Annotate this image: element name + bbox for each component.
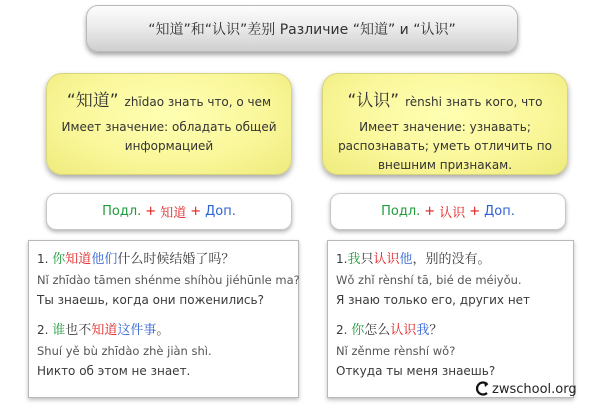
- definition-header: [323, 86, 567, 111]
- subject-word: 你: [351, 323, 365, 338]
- subject-word: 你: [52, 252, 66, 267]
- example-translation: Откуда ты меня знаешь?: [336, 364, 496, 378]
- chinese-sentence: [351, 323, 442, 338]
- formula-plus: +: [469, 204, 481, 219]
- sentence-text: 什么时候结婚了吗？: [117, 252, 235, 267]
- title-banner: [86, 5, 518, 52]
- formula-plus: +: [145, 204, 157, 219]
- arrow-logo-icon: [474, 381, 490, 397]
- sentence-text: 。: [156, 323, 170, 338]
- subject-word: 我: [347, 252, 361, 267]
- sentence-text: 怎么: [364, 323, 391, 338]
- sentence-text: 只: [360, 252, 374, 267]
- example-translation: Ты знаешь, когда они поженились?: [37, 293, 264, 307]
- formula-zhidao: [46, 193, 292, 230]
- formula-verb: 知道: [160, 206, 187, 221]
- example-pinyin: Wǒ zhǐ rènshí tā, bié de méiyǒu.: [336, 273, 522, 287]
- object-word: 他: [399, 252, 413, 267]
- example-translation: Я знаю только его, других нет: [336, 293, 531, 307]
- example-number: 2.: [37, 323, 49, 337]
- verb-word: 知道: [65, 252, 92, 267]
- verb-word: 认识: [373, 252, 400, 267]
- example-pinyin: Nǐ zhīdào tāmen shénme shíhòu jiéhūnle ma?: [37, 273, 300, 287]
- object-word: 这件事: [117, 323, 157, 338]
- chinese-sentence: [52, 252, 234, 267]
- verb-word: 知道: [91, 323, 118, 338]
- pinyin-meaning: rènshi знать кого, что: [405, 95, 543, 109]
- subject-word: 谁: [52, 323, 66, 338]
- definition-header: [47, 86, 291, 111]
- examples-renshi: [327, 240, 574, 398]
- definition-text: Имеет значение: обладать общей информацией: [61, 120, 277, 153]
- formula-renshi: [330, 193, 566, 230]
- example-sentence: [336, 249, 573, 270]
- formula-object: Доп.: [484, 204, 515, 219]
- examples-zhidao: [28, 240, 299, 398]
- example-number: 2.: [336, 323, 348, 337]
- definition-box-zhidao: [46, 73, 292, 175]
- formula-object: Доп.: [205, 204, 236, 219]
- object-word: 我: [416, 323, 430, 338]
- example-translation: Никто об этом не знает.: [37, 364, 191, 378]
- example-sentence: [37, 320, 298, 341]
- example-number: 1.: [37, 252, 49, 266]
- example-sentence: [336, 320, 573, 341]
- formula-verb: 认识: [439, 206, 466, 221]
- formula-plus: +: [190, 204, 202, 219]
- formula-subject: Подл.: [381, 204, 421, 219]
- pinyin-meaning: zhīdao знать что, о чем: [124, 95, 272, 109]
- logo-text: zwschool.org: [492, 381, 577, 397]
- object-word: 他们: [91, 252, 118, 267]
- example-sentence: [37, 249, 298, 270]
- example-pinyin: Shuí yě bù zhīdào zhè jiàn shì.: [37, 344, 212, 358]
- sentence-text: ，别的没有。: [412, 252, 491, 267]
- chinese-sentence: [347, 252, 490, 267]
- definition-box-renshi: [322, 73, 568, 175]
- headword: “知道”: [66, 91, 119, 111]
- sentence-text: ？: [429, 323, 443, 338]
- formula-subject: Подл.: [102, 204, 142, 219]
- title-text: “知道”和“认识”差别 Различие “知道” и “认识”: [148, 21, 456, 38]
- example-pinyin: Nǐ zěnme rènshí wǒ?: [336, 344, 456, 358]
- example-number: 1.: [336, 252, 348, 266]
- verb-word: 认识: [390, 323, 417, 338]
- formula-plus: +: [424, 204, 436, 219]
- site-logo[interactable]: [474, 380, 577, 398]
- definition-text: Имеет значение: узнавать; распознавать; уметь отличить по внешним признакам.: [338, 120, 552, 172]
- chinese-sentence: [52, 323, 169, 338]
- headword: “认识”: [347, 91, 400, 111]
- sentence-text: 也不: [65, 323, 92, 338]
